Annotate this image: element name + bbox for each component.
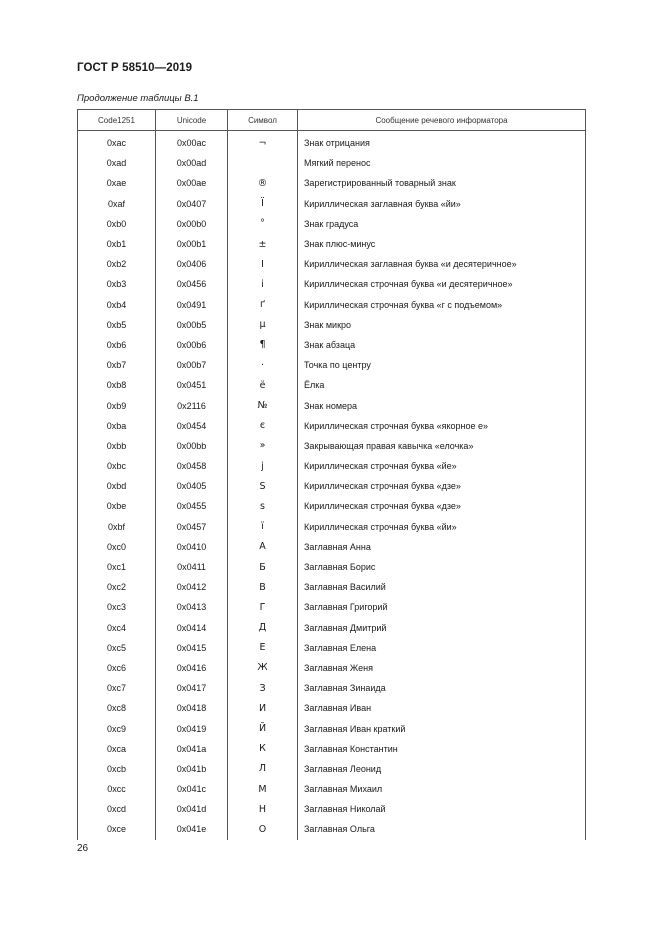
cell-code1251: 0xc4: [78, 618, 156, 638]
table-row: [78, 779, 586, 799]
cell-message: Знак градуса: [298, 214, 586, 234]
cell-message: Кириллическая строчная буква «и десятеричное»: [298, 274, 586, 294]
table-row: [78, 496, 586, 516]
cell-symbol: О: [228, 819, 298, 839]
cell-unicode: 0x0418: [156, 698, 228, 718]
cell-symbol: µ: [228, 315, 298, 335]
cell-message: Кириллическая строчная буква «йе»: [298, 456, 586, 476]
cell-code1251: 0xaf: [78, 194, 156, 214]
cell-symbol: ®: [228, 173, 298, 193]
cell-message: Зарегистрированный товарный знак: [298, 173, 586, 193]
table-row: [78, 295, 586, 315]
table-row: [78, 436, 586, 456]
cell-unicode: 0x0455: [156, 496, 228, 516]
cell-code1251: 0xca: [78, 739, 156, 759]
cell-unicode: 0x00b6: [156, 335, 228, 355]
cell-unicode: 0x0407: [156, 194, 228, 214]
cell-message: Знак номера: [298, 395, 586, 415]
cell-unicode: 0x0454: [156, 416, 228, 436]
cell-code1251: 0xc9: [78, 718, 156, 738]
column-header-code1251: Code1251: [78, 110, 156, 131]
standard-title: ГОСТ Р 58510—2019: [77, 62, 193, 74]
table-row: [78, 476, 586, 496]
cell-code1251: 0xcb: [78, 759, 156, 779]
cell-code1251: 0xc0: [78, 537, 156, 557]
cell-code1251: 0xcd: [78, 799, 156, 819]
cell-unicode: 0x041e: [156, 819, 228, 839]
table-row: [78, 819, 586, 839]
cell-unicode: 0x0405: [156, 476, 228, 496]
table-row: [78, 375, 586, 395]
cell-symbol: ѕ: [228, 496, 298, 516]
table-row: [78, 577, 586, 597]
cell-message: Заглавная Иван краткий: [298, 718, 586, 738]
cell-unicode: 0x00bb: [156, 436, 228, 456]
cell-code1251: 0xbd: [78, 476, 156, 496]
table-body: [78, 131, 586, 840]
table-row: [78, 395, 586, 415]
cell-unicode: 0x0458: [156, 456, 228, 476]
cell-symbol: А: [228, 537, 298, 557]
cell-message: Заглавная Василий: [298, 577, 586, 597]
table-row: [78, 718, 586, 738]
table-row: [78, 739, 586, 759]
cell-code1251: 0xcc: [78, 779, 156, 799]
cell-unicode: 0x0417: [156, 678, 228, 698]
table-row: [78, 274, 586, 294]
table-row: [78, 131, 586, 154]
encoding-table: [77, 109, 586, 840]
cell-symbol: Н: [228, 799, 298, 819]
cell-code1251: 0xc2: [78, 577, 156, 597]
cell-symbol: Ж: [228, 658, 298, 678]
cell-symbol: ±: [228, 234, 298, 254]
cell-message: Знак плюс-минус: [298, 234, 586, 254]
table-row: [78, 153, 586, 173]
cell-symbol: Л: [228, 759, 298, 779]
cell-code1251: 0xc8: [78, 698, 156, 718]
cell-symbol: І: [228, 254, 298, 274]
cell-message: Кириллическая заглавная буква «йи»: [298, 194, 586, 214]
table-row: [78, 315, 586, 335]
cell-message: Кириллическая строчная буква «дзе»: [298, 476, 586, 496]
table-row: [78, 194, 586, 214]
cell-symbol: Д: [228, 618, 298, 638]
cell-message: Заглавная Леонид: [298, 759, 586, 779]
table-row: [78, 597, 586, 617]
cell-unicode: 0x041b: [156, 759, 228, 779]
cell-message: Ёлка: [298, 375, 586, 395]
table-row: [78, 254, 586, 274]
cell-code1251: 0xb4: [78, 295, 156, 315]
table-row: [78, 537, 586, 557]
cell-message: Заглавная Борис: [298, 557, 586, 577]
cell-unicode: 0x0451: [156, 375, 228, 395]
cell-code1251: 0xbb: [78, 436, 156, 456]
cell-code1251: 0xc3: [78, 597, 156, 617]
cell-symbol: В: [228, 577, 298, 597]
cell-symbol: Г: [228, 597, 298, 617]
cell-code1251: 0xbf: [78, 517, 156, 537]
cell-message: Кириллическая строчная буква «г с подъемом»: [298, 295, 586, 315]
cell-symbol: №: [228, 395, 298, 415]
table-row: [78, 416, 586, 436]
cell-message: Знак отрицания: [298, 131, 586, 154]
cell-message: Заглавная Дмитрий: [298, 618, 586, 638]
cell-unicode: 0x00b0: [156, 214, 228, 234]
table-row: [78, 173, 586, 193]
cell-symbol: Ї: [228, 194, 298, 214]
cell-symbol: ј: [228, 456, 298, 476]
cell-code1251: 0xb0: [78, 214, 156, 234]
cell-unicode: 0x00b7: [156, 355, 228, 375]
cell-code1251: 0xce: [78, 819, 156, 839]
cell-unicode: 0x0419: [156, 718, 228, 738]
cell-code1251: 0xb3: [78, 274, 156, 294]
cell-unicode: 0x0457: [156, 517, 228, 537]
table-header-row: [78, 110, 586, 131]
cell-symbol: ¬: [228, 131, 298, 154]
cell-unicode: 0x0414: [156, 618, 228, 638]
cell-code1251: 0xb8: [78, 375, 156, 395]
cell-unicode: 0x0413: [156, 597, 228, 617]
table-row: [78, 214, 586, 234]
cell-code1251: 0xac: [78, 131, 156, 154]
cell-message: Кириллическая строчная буква «йи»: [298, 517, 586, 537]
cell-unicode: 0x2116: [156, 395, 228, 415]
cell-unicode: 0x0416: [156, 658, 228, 678]
cell-unicode: 0x0406: [156, 254, 228, 274]
cell-unicode: 0x0415: [156, 638, 228, 658]
cell-symbol: ї: [228, 517, 298, 537]
cell-code1251: 0xbe: [78, 496, 156, 516]
cell-message: Кириллическая заглавная буква «и десятеричное»: [298, 254, 586, 274]
cell-unicode: 0x041a: [156, 739, 228, 759]
cell-unicode: 0x0412: [156, 577, 228, 597]
cell-message: Мягкий перенос: [298, 153, 586, 173]
cell-code1251: 0xb1: [78, 234, 156, 254]
cell-message: Заглавная Николай: [298, 799, 586, 819]
column-header-message: Сообщение речевого информатора: [298, 110, 586, 131]
cell-code1251: 0xc6: [78, 658, 156, 678]
cell-message: Знак микро: [298, 315, 586, 335]
cell-symbol: °: [228, 214, 298, 234]
table-row: [78, 698, 586, 718]
table-row: [78, 557, 586, 577]
cell-unicode: 0x0456: [156, 274, 228, 294]
column-header-symbol: Символ: [228, 110, 298, 131]
cell-code1251: 0xb7: [78, 355, 156, 375]
cell-symbol: ё: [228, 375, 298, 395]
cell-message: Заглавная Зинаида: [298, 678, 586, 698]
cell-unicode: 0x00b1: [156, 234, 228, 254]
table-row: [78, 618, 586, 638]
cell-message: Заглавная Константин: [298, 739, 586, 759]
table-caption: Продолжение таблицы В.1: [77, 93, 199, 104]
cell-code1251: 0xba: [78, 416, 156, 436]
cell-unicode: 0x0410: [156, 537, 228, 557]
table-row: [78, 517, 586, 537]
cell-symbol: К: [228, 739, 298, 759]
cell-symbol: З: [228, 678, 298, 698]
cell-symbol: Е: [228, 638, 298, 658]
table-row: [78, 456, 586, 476]
cell-message: Точка по центру: [298, 355, 586, 375]
table-row: [78, 234, 586, 254]
column-header-unicode: Unicode: [156, 110, 228, 131]
cell-message: Заглавная Ольга: [298, 819, 586, 839]
cell-code1251: 0xb2: [78, 254, 156, 274]
cell-symbol: [228, 153, 298, 173]
cell-symbol: И: [228, 698, 298, 718]
cell-symbol: і: [228, 274, 298, 294]
cell-unicode: 0x0491: [156, 295, 228, 315]
cell-code1251: 0xc1: [78, 557, 156, 577]
cell-symbol: ¶: [228, 335, 298, 355]
cell-unicode: 0x00ad: [156, 153, 228, 173]
cell-symbol: Й: [228, 718, 298, 738]
table-row: [78, 638, 586, 658]
cell-symbol: »: [228, 436, 298, 456]
cell-code1251: 0xb5: [78, 315, 156, 335]
page-number: 26: [77, 843, 89, 854]
cell-unicode: 0x00ae: [156, 173, 228, 193]
cell-message: Заглавная Женя: [298, 658, 586, 678]
cell-symbol: Б: [228, 557, 298, 577]
cell-code1251: 0xb6: [78, 335, 156, 355]
cell-unicode: 0x00b5: [156, 315, 228, 335]
cell-message: Заглавная Иван: [298, 698, 586, 718]
table-row: [78, 658, 586, 678]
cell-code1251: 0xb9: [78, 395, 156, 415]
cell-unicode: 0x0411: [156, 557, 228, 577]
cell-symbol: є: [228, 416, 298, 436]
cell-symbol: ·: [228, 355, 298, 375]
cell-code1251: 0xc7: [78, 678, 156, 698]
cell-message: Заглавная Григорий: [298, 597, 586, 617]
cell-unicode: 0x00ac: [156, 131, 228, 154]
table-row: [78, 678, 586, 698]
cell-symbol: Ѕ: [228, 476, 298, 496]
cell-unicode: 0x041c: [156, 779, 228, 799]
cell-message: Кириллическая строчная буква «якорное е»: [298, 416, 586, 436]
table-row: [78, 355, 586, 375]
cell-code1251: 0xad: [78, 153, 156, 173]
cell-message: Заглавная Анна: [298, 537, 586, 557]
cell-message: Закрывающая правая кавычка «елочка»: [298, 436, 586, 456]
cell-code1251: 0xbc: [78, 456, 156, 476]
table-row: [78, 799, 586, 819]
table-row: [78, 335, 586, 355]
cell-message: Заглавная Елена: [298, 638, 586, 658]
table-row: [78, 759, 586, 779]
cell-unicode: 0x041d: [156, 799, 228, 819]
cell-message: Заглавная Михаил: [298, 779, 586, 799]
cell-message: Кириллическая строчная буква «дзе»: [298, 496, 586, 516]
cell-symbol: М: [228, 779, 298, 799]
cell-code1251: 0xae: [78, 173, 156, 193]
cell-code1251: 0xc5: [78, 638, 156, 658]
cell-symbol: ґ: [228, 295, 298, 315]
cell-message: Знак абзаца: [298, 335, 586, 355]
